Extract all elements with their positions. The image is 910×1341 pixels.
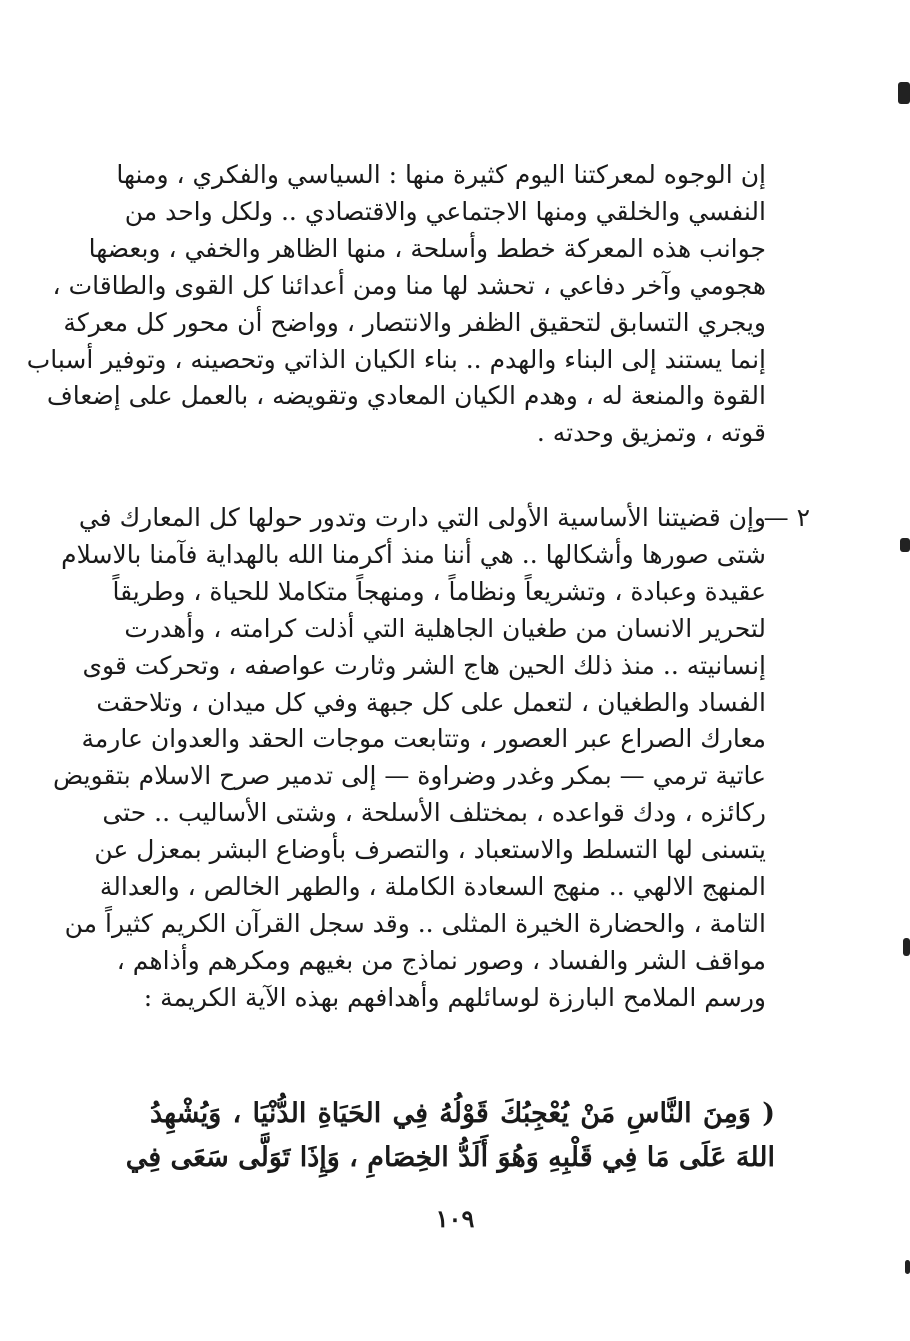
paragraph-line: عاتية ترمي — بمكر وغدر وضراوة — إلى تدمير صرح الاسلام بتقويض — [53, 761, 766, 791]
quran-verse — [125, 1092, 775, 1180]
paragraph-line: التامة ، والحضارة الخيرة المثلى .. وقد سجل القرآن الكريم كثيراً من — [64, 908, 766, 938]
paragraph-line: هجومي وآخر دفاعي ، تحشد لها منا ومن أعدائنا كل القوى والطاقات ، — [52, 270, 766, 300]
paragraph-line: لتحرير الانسان من طغيان الجاهلية التي أذلت كرامته ، وأهدرت — [124, 613, 766, 643]
scan-mark-lower-right — [903, 938, 910, 956]
paragraph-2 — [53, 500, 810, 1017]
paragraph-line: مواقف الشر والفساد ، وصور نماذج من بغيهم ومكرهم وأذاهم ، — [116, 945, 766, 975]
paragraph-line: القوة والمنعة له ، وهدم الكيان المعادي وتقويضه ، بالعمل على إضعاف — [46, 381, 766, 411]
paragraph-line: ركائزه ، ودك قواعده ، بمختلف الأسلحة ، وشتى الأساليب .. حتى — [102, 798, 766, 828]
paragraph-line: شتى صورها وأشكالها .. هي أننا منذ أكرمنا الله بالهداية فآمنا بالاسلام — [61, 539, 766, 569]
paragraph-line: ورسم الملامح البارزة لوسائلهم وأهدافهم بهذه الآية الكريمة : — [143, 982, 766, 1012]
paragraph-line: معارك الصراع عبر العصور ، وتتابعت موجات الحقد والعدوان عارمة — [81, 724, 766, 754]
paragraph-number: ٢ — — [763, 503, 810, 532]
verse-line: اللهَ عَلَى مَا فِي قَلْبِهِ وَهُوَ أَلَدُّ الخِصَامِ ، وَإِذَا تَوَلَّى سَعَى فِي — [125, 1142, 775, 1173]
paragraph-line: وإن قضيتنا الأساسية الأولى التي دارت وتدور حولها كل المعارك في — [78, 503, 766, 532]
paragraph-line: عقيدة وعبادة ، وتشريعاً ونظاماً ، ومنهجاً متكاملا للحياة ، وطريقاً — [112, 576, 766, 606]
scan-mark-bottom-right — [905, 1260, 910, 1274]
paragraph-line: النفسي والخلقي ومنها الاجتماعي والاقتصادي .. ولكل واحد من — [124, 196, 766, 226]
scan-mark-top-right — [898, 82, 910, 104]
paragraph-line: المنهج الالهي .. منهج السعادة الكاملة ، والطهر الخالص ، والعدالة — [99, 872, 766, 902]
scan-mark-mid-right — [900, 538, 910, 552]
paragraph-line: ويجري التسابق لتحقيق الظفر والانتصار ، وواضح أن محور كل معركة — [63, 307, 766, 337]
paragraph-line: إنسانيته .. منذ ذلك الحين هاج الشر وثارت عواصفه ، وتحركت قوى — [82, 650, 766, 680]
paragraph-line: جوانب هذه المعركة خطط وأسلحة ، منها الظاهر والخفي ، وبعضها — [88, 233, 766, 263]
verse-line: ( وَمِنَ النَّاسِ مَنْ يُعْجِبُكَ قَوْلُهُ فِي الحَيَاةِ الدُّنْيَا ، وَيُشْهِدُ — [150, 1098, 775, 1129]
paragraph-line: الفساد والطغيان ، لتعمل على كل جبهة وفي كل ميدان ، وتلاحقت — [96, 687, 766, 717]
paragraph-line: يتسنى لها التسلط والاستعباد ، والتصرف بأوضاع البشر بمعزل عن — [94, 835, 766, 865]
paragraph-line: إنما يستند إلى البناء والهدم .. بناء الكيان الذاتي وتحصينه ، وتوفير أسباب — [26, 344, 766, 374]
page-number: ١٠٩ — [435, 1204, 475, 1233]
paragraph-line: قوته ، وتمزيق وحدته . — [536, 418, 766, 448]
paragraph-line: إن الوجوه لمعركتنا اليوم كثيرة منها : السياسي والفكري ، ومنها — [116, 160, 766, 189]
paragraph-1 — [26, 157, 766, 452]
